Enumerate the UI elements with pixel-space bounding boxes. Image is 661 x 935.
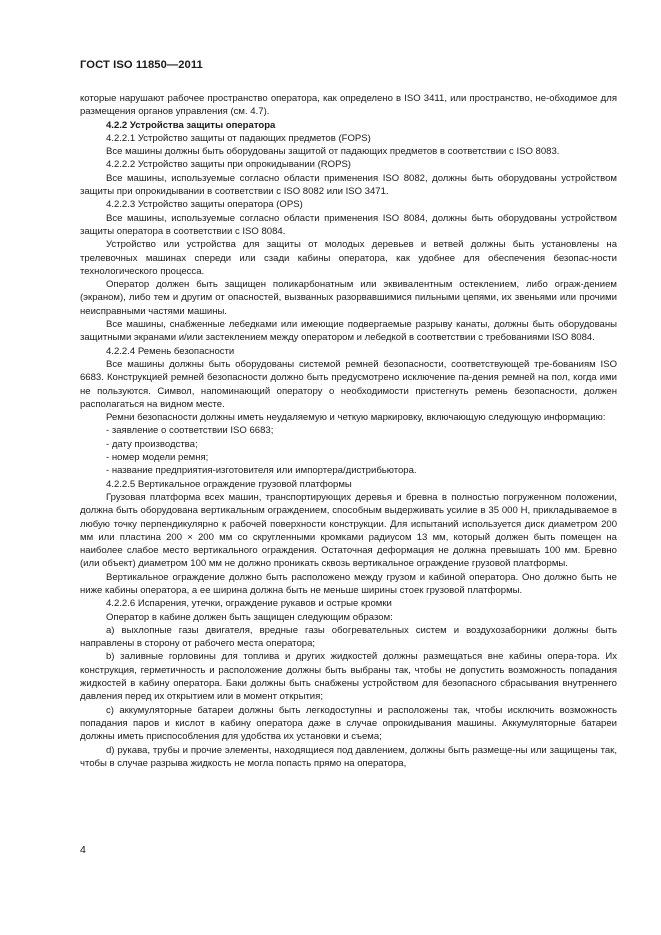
paragraph: Вертикальное ограждение должно быть расположено между грузом и кабиной оператора. Оно должно быть не ниже кабины оператора, а ее ширина должна быть не меньше ширины стоек грузовой платформы. (80, 571, 617, 596)
section-heading: 4.2.2 Устройства защиты оператора (106, 119, 276, 131)
list-item: - название предприятия-изготовителя или импортера/дистрибьютора. (106, 465, 417, 477)
paragraph-continuation: которые нарушают рабочее пространство оператора, как определено в ISO 3411, или пространство, не-обходимое для размещения органов управления (см. 4.7). (80, 93, 617, 118)
paragraph: Все машины, используемые согласно области применения ISO 8082, должны быть оборудованы устройством защиты при опрокидывании в соответствии с ISO 8082 или ISO 3471. (80, 172, 617, 198)
subsection-title: 4.2.2.3 Устройство защиты оператора (OPS) (106, 199, 303, 211)
paragraph: Все машины должны быть оборудованы системой ремней безопасности, соответствующей тре-бованиям ISO 6683. Конструкцией ремней безопасности должно быть предусмотрено исключение па-дения ремней на пол, когда ими не пользуются. Символ, напоминающий оператору о необходимости пристегнуть ремень безопасности, должен располагаться на видном месте. (80, 358, 617, 410)
list-item: - номер модели ремня; (106, 452, 209, 464)
paragraph: Оператор в кабине должен быть защищен следующим образом: (106, 611, 393, 623)
list-item: b) заливные горловины для топлива и других жидкостей должны размещаться вне кабины опера-тора. Их конструкция, герметичность и расположение должны быть выбраны так, чтобы не допустить возможность попадания жидкостей в кабину оператора. Баки должны быть снабжены устройством для безопасного сбрасывания внутреннего давления перед их открытием или в момент открытия; (80, 651, 617, 703)
subsection-title: 4.2.2.5 Вертикальное ограждение грузовой платформы (106, 478, 352, 490)
subsection-title: 4.2.2.1 Устройство защиты от падающих предметов (FOPS) (106, 132, 371, 144)
paragraph: Оператор должен быть защищен поликарбонатным или эквивалентным остеклением, либо ограж-дением (экраном), либо тем и другим от опасностей, вызванных разорвавшимися пильными цепями, их звеньями или прочими неисправными частями машины. (80, 279, 617, 317)
paragraph: Устройство или устройства для защиты от молодых деревьев и ветвей должны быть установлены на трелевочных машинах спереди или сзади кабины оператора, как удобнее для обеспечения безопас-ности технологического процесса. (80, 239, 617, 277)
paragraph: Все машины, используемые согласно области применения ISO 8084, должны быть оборудованы устройством защиты оператора в соответствии с ISO 8084. (80, 212, 617, 237)
subsection-title: 4.2.2.4 Ремень безопасности (106, 345, 235, 357)
paragraph: Грузовая платформа всех машин, транспортирующих деревья и бревна в полностью погруженном положении, должна быть оборудована вертикальным ограждением, способным выдерживать усилие в 35 000 Н, прикладываемое в любую точку перпендикулярно к рабочей поверхности конструкции. Для испытаний используется диск диаметром 200 мм или пластина 200 × 200 мм со скругленными кромками радиусом 13 мм, который должен быть помещен на наиболее слабое место вертикального ограждения. Остаточная деформация не должна превышать 100 мм. Бревно (или объект) диаметром 100 мм не должно проникать сквозь вертикальное ограждение грузовой платформы. (80, 491, 617, 570)
document-body (80, 92, 617, 770)
paragraph: Все машины должны быть оборудованы защитой от падающих предметов в соответствии с ISO 8083. (106, 146, 560, 158)
list-item: d) рукава, трубы и прочие элементы, находящиеся под давлением, должны быть размеще-ны или защищены так, чтобы в случае разрыва жидкость не могла попасть прямо на оператора, (80, 744, 617, 769)
paragraph: Все машины, снабженные лебедками или имеющие подвергаемые разрыву канаты, должны быть оборудованы защитными экранами и/или застеклением между оператором и лебедкой в соответствии с требованиями ISO 8084. (80, 319, 617, 344)
list-item: - дату производства; (106, 438, 198, 450)
list-item: c) аккумуляторные батареи должны быть легкодоступны и расположены так, чтобы исключить возможность попадания паров и кислот в кабину оператора даже в случае опрокидывания машины. Аккумуляторные батареи должны иметь приспособления для удобства их установки и съема; (80, 704, 617, 743)
paragraph: Ремни безопасности должны иметь неудаляемую и четкую маркировку, включающую следующую информацию: (106, 412, 606, 424)
subsection-title: 4.2.2.6 Испарения, утечки, ограждение рукавов и острые кромки (106, 598, 392, 610)
subsection-title: 4.2.2.2 Устройство защиты при опрокидывании (ROPS) (106, 159, 351, 171)
list-item: а) выхлопные газы двигателя, вредные газы обогревательных систем и воздухозаборники должны быть направлены в сторону от рабочего места оператора; (80, 624, 617, 650)
document-header: ГОСТ ISO 11850—2011 (80, 59, 203, 71)
page-number: 4 (80, 844, 86, 856)
list-item: - заявление о соответствии ISO 6683; (106, 425, 274, 437)
